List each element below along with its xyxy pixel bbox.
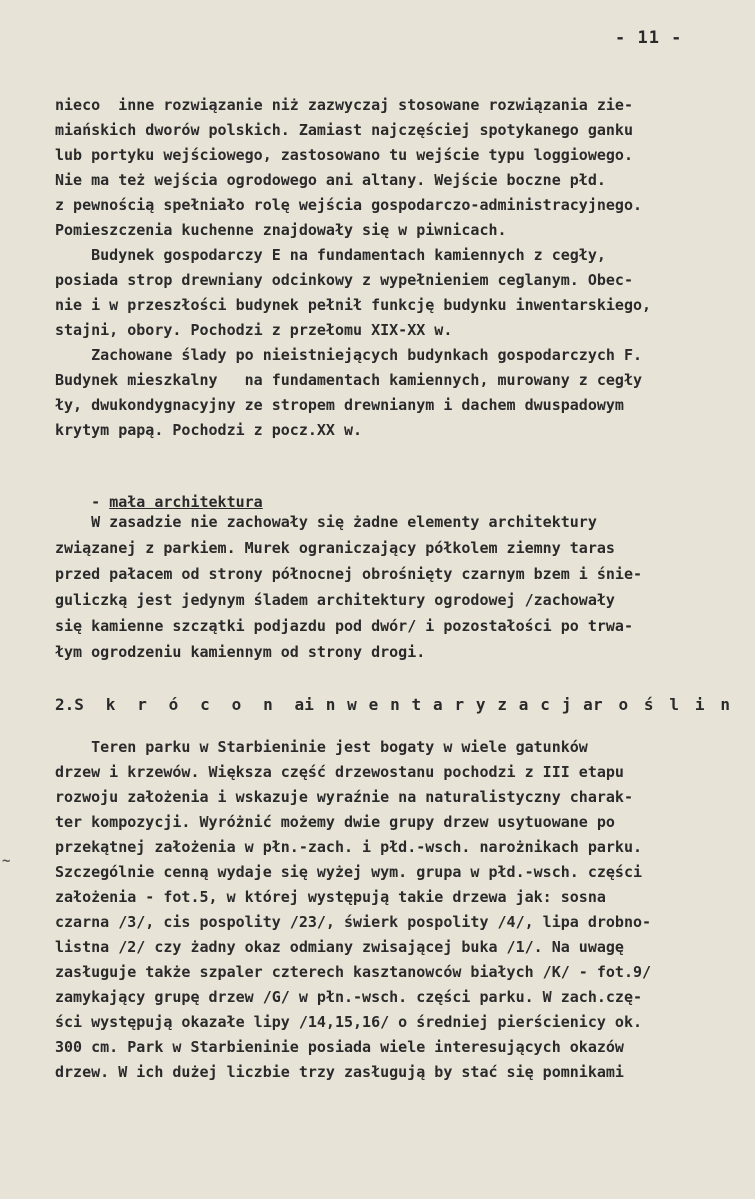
margin-mark: ~	[2, 853, 11, 869]
heading-title: mała architektura	[109, 493, 263, 511]
text-line: listna /2/ czy żadny okaz odmiany zwisającej buka /1/. Na uwagę	[55, 938, 624, 956]
section-heading-plant-inventory	[55, 695, 730, 714]
text-line: zamykający grupę drzew /G/ w płn.-wsch. części parku. W zach.czę-	[55, 988, 642, 1006]
text-line: krytym papą. Pochodzi z pocz.XX w.	[55, 421, 363, 439]
text-line: założenia - fot.5, w której występują takie drzewa jak: sosna	[55, 888, 606, 906]
text-line: posiada strop drewniany odcinkowy z wypełnieniem ceglanym. Obec-	[55, 271, 633, 289]
page-number: - 11 -	[615, 28, 683, 48]
text-line: czarna /3/, cis pospolity /23/, świerk pospolity /4/, lipa drobno-	[55, 913, 652, 931]
text-line: drzew i krzewów. Większa część drzewostanu pochodzi z III etapu	[55, 763, 624, 781]
text-line: drzew. W ich dużej liczbie trzy zasługują by stać się pomnikami	[55, 1063, 624, 1081]
text-line: nie i w przeszłości budynek pełnił funkcję budynku inwentarskiego,	[55, 296, 652, 314]
text-line: 300 cm. Park w Starbieninie posiada wiele interesujących okazów	[55, 1038, 624, 1056]
text-line: Szczególnie cenną wydaje się wyżej wym. grupa w płd.-wsch. części	[55, 863, 642, 881]
text-line: przekątnej założenia w płn.-zach. i płd.-wsch. narożnikach parku.	[55, 838, 642, 856]
text-line: się kamienne szczątki podjazdu pod dwór/ i pozostałości po trwa-	[55, 617, 633, 635]
heading-word-2: i n w e n t a r y z a c j a	[304, 695, 593, 714]
text-line: zasługuje także szpaler czterech kasztanowców białych /K/ - fot.9/	[55, 963, 652, 981]
section-number: 2.	[55, 695, 75, 714]
text-line: Nie ma też wejścia ogrodowego ani altany. Wejście boczne płd.	[55, 171, 606, 189]
text-line: stajni, obory. Pochodzi z przełomu XIX-XX w.	[55, 321, 453, 339]
heading-dash: -	[91, 493, 110, 511]
text-line: lub portyku wejściowego, zastosowano tu wejście typu loggiowego.	[55, 146, 633, 164]
text-line: z pewnością spełniało rolę wejścia gospodarczo-administracyjnego.	[55, 196, 642, 214]
text-line: ły, dwukondygnacyjny ze stropem drewnianym i dachem dwuspadowym	[55, 396, 624, 414]
text-line: przed pałacem od strony północnej obrośnięty czarnym bzem i śnie-	[55, 565, 642, 583]
text-line: Teren parku w Starbieninie jest bogaty w wiele gatunków	[55, 738, 588, 756]
text-line: Pomieszczenia kuchenne znajdowały się w piwnicach.	[55, 221, 507, 239]
text-line: związanej z parkiem. Murek ograniczający półkolem ziemny taras	[55, 539, 615, 557]
heading-word-3: r o ś l i n	[592, 695, 730, 714]
text-line: Zachowane ślady po nieistniejących budynkach gospodarczych F.	[55, 346, 642, 364]
text-line: nieco inne rozwiązanie niż zazwyczaj stosowane rozwiązania zie-	[55, 96, 633, 114]
text-line: guliczką jest jedynym śladem architektury ogrodowej /zachowały	[55, 591, 615, 609]
text-line: ści występują okazałe lipy /14,15,16/ o średniej pierścienicy ok.	[55, 1013, 642, 1031]
text-line: Budynek gospodarczy E na fundamentach kamiennych z cegły,	[55, 246, 606, 264]
text-line: łym ogrodzeniu kamiennym od strony drogi.	[55, 643, 426, 661]
text-line: ter kompozycji. Wyróżnić możemy dwie grupy drzew usytuowane po	[55, 813, 615, 831]
heading-word-1: S k r ó c o n a	[74, 695, 305, 714]
text-line: W zasadzie nie zachowały się żadne elementy architektury	[55, 513, 597, 531]
text-line: Budynek mieszkalny na fundamentach kamiennych, murowany z cegły	[55, 371, 642, 389]
text-line: miańskich dworów polskich. Zamiast najczęściej spotykanego ganku	[55, 121, 633, 139]
text-line: rozwoju założenia i wskazuje wyraźnie na naturalistyczny charak-	[55, 788, 633, 806]
